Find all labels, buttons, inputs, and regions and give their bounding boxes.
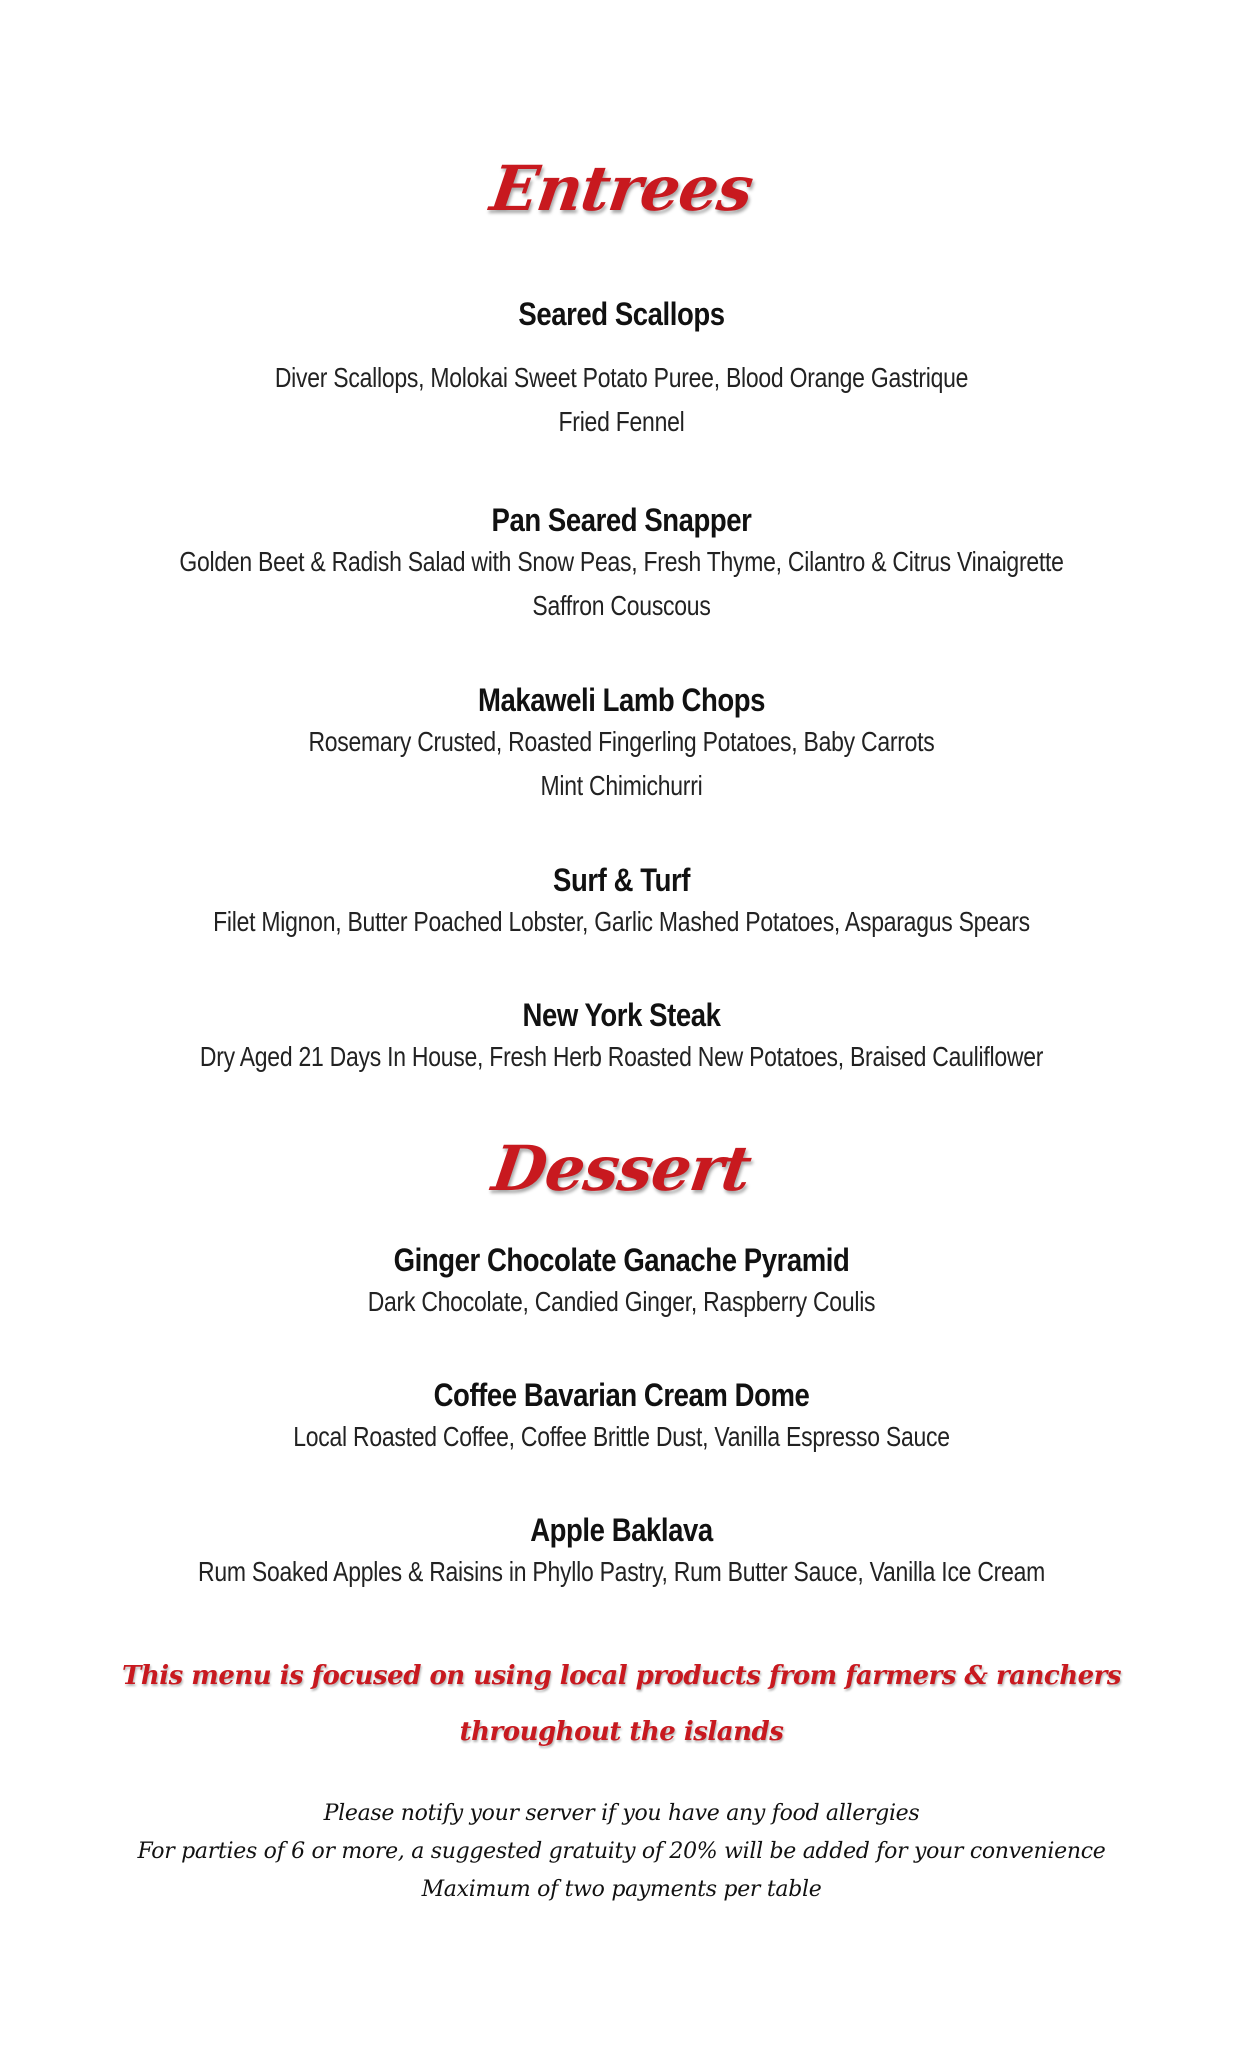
item-description: Fried Fennel [558,406,685,437]
item-description: Local Roasted Coffee, Coffee Brittle Dust, Vanilla Espresso Sauce [293,1421,950,1452]
menu-item-pan-seared-snapper [0,500,1243,628]
local-note-line: throughout the islands [459,1717,784,1747]
item-description: Saffron Couscous [532,590,711,621]
fine-print [0,1795,1243,1909]
menu-item-new-york-steak [0,995,1243,1079]
menu-item-seared-scallops [0,294,1243,444]
item-description: Dark Chocolate, Candied Ginger, Raspberry Coulis [367,1286,876,1317]
entrees-heading: Entrees [486,152,757,225]
item-name: Seared Scallops [518,296,725,332]
gratuity-notice: For parties of 6 or more, a suggested gratuity of 20% will be added for your convenience [137,1839,1106,1864]
item-name: Apple Baklava [530,1512,713,1548]
item-name: New York Steak [522,997,721,1033]
item-name: Coffee Bavarian Cream Dome [433,1377,810,1413]
item-description: Golden Beet & Radish Salad with Snow Peas, Fresh Thyme, Cilantro & Citrus Vinaigrette [179,546,1064,577]
menu-item-apple-baklava [0,1510,1243,1594]
item-description: Mint Chimichurri [540,770,703,801]
payment-notice: Maximum of two payments per table [421,1877,822,1902]
item-name: Makaweli Lamb Chops [478,682,765,718]
item-description: Diver Scallops, Molokai Sweet Potato Puree, Blood Orange Gastrique [274,362,969,393]
dessert-heading: Dessert [488,1132,756,1205]
menu-item-ginger-chocolate-ganache-pyramid [0,1240,1243,1324]
local-products-note [0,1648,1243,1760]
item-description: Rum Soaked Apples & Raisins in Phyllo Pastry, Rum Butter Sauce, Vanilla Ice Cream [198,1556,1045,1587]
item-name: Pan Seared Snapper [491,502,752,538]
local-note-line: This menu is focused on using local products from farmers & ranchers [121,1661,1122,1691]
item-description: Filet Mignon, Butter Poached Lobster, Garlic Mashed Potatoes, Asparagus Spears [213,906,1030,937]
menu-item-surf-and-turf [0,860,1243,944]
item-description: Rosemary Crusted, Roasted Fingerling Potatoes, Baby Carrots [308,726,935,757]
item-name: Ginger Chocolate Ganache Pyramid [393,1242,850,1278]
item-name: Surf & Turf [553,862,690,898]
menu-item-coffee-bavarian-cream-dome [0,1375,1243,1459]
item-description: Dry Aged 21 Days In House, Fresh Herb Roasted New Potatoes, Braised Cauliflower [199,1041,1044,1072]
menu-item-makaweli-lamb-chops [0,680,1243,808]
allergy-notice: Please notify your server if you have any food allergies [323,1801,920,1826]
